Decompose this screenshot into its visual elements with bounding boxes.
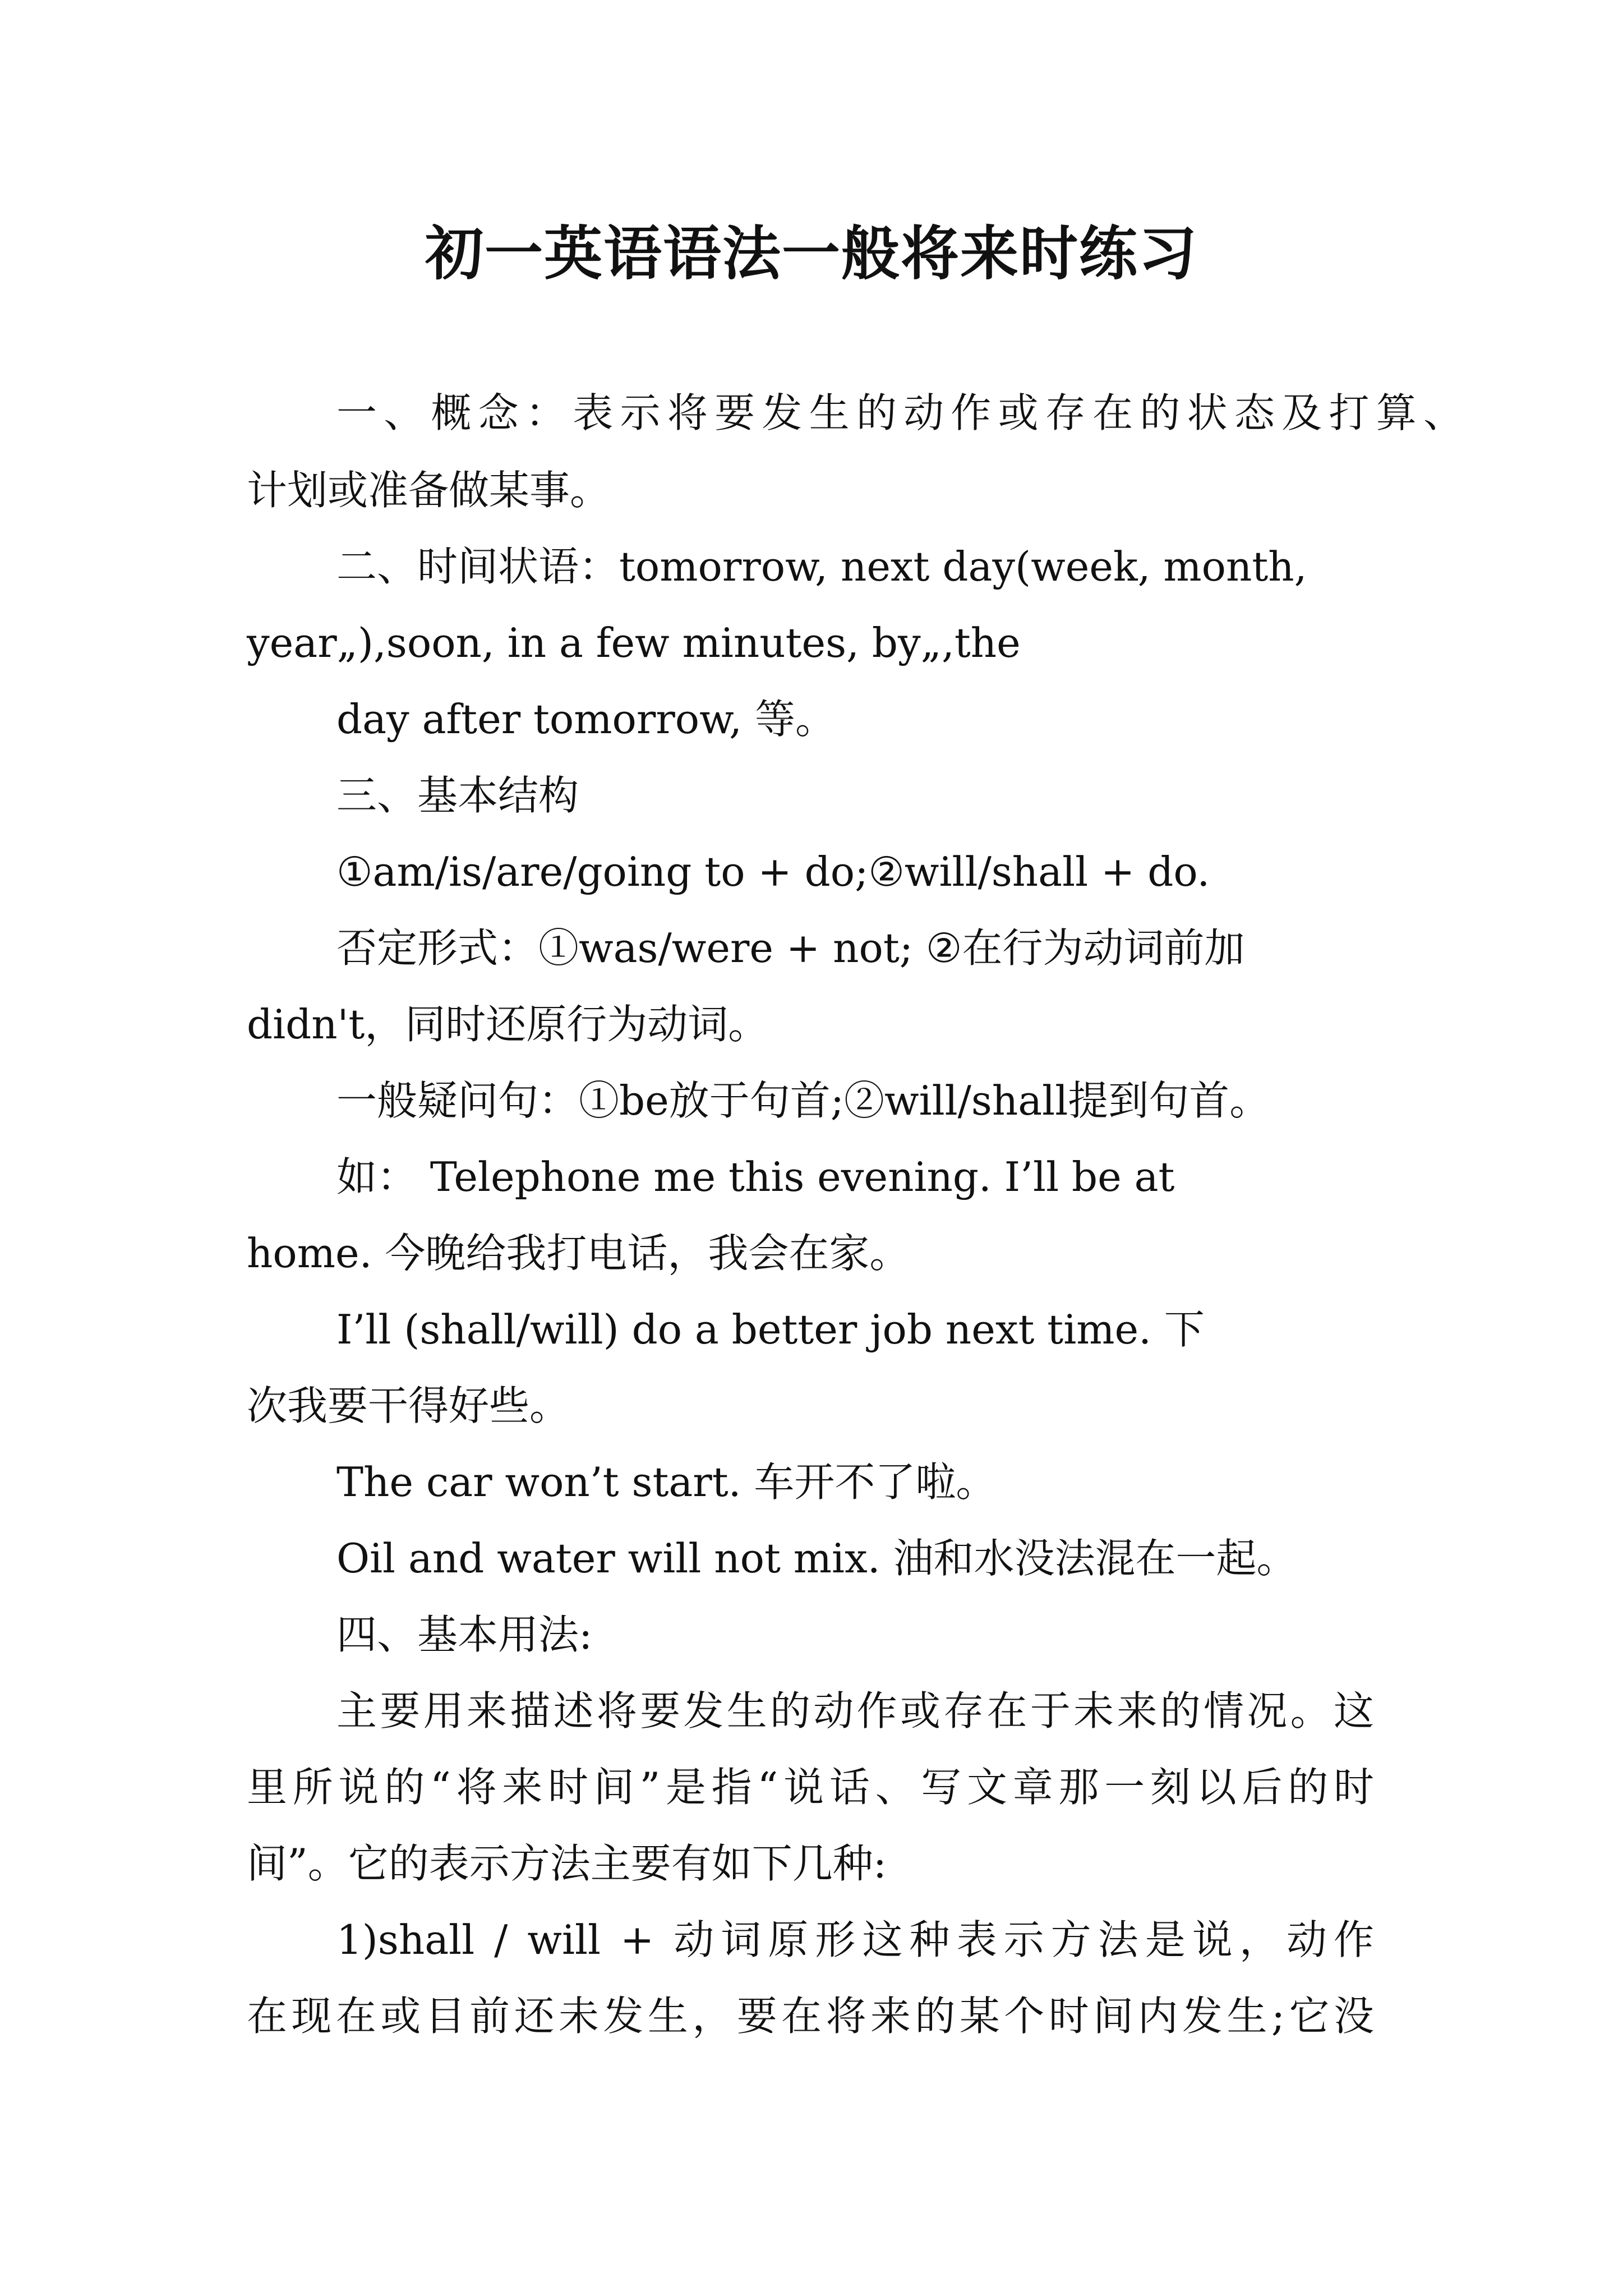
example-1-line-1: 如： Telephone me this evening. I’ll be at bbox=[336, 1153, 1175, 1200]
question-form-line: 一般疑问句：①be放于句首;②will/shall提到句首。 bbox=[336, 1077, 1270, 1124]
structure-heading: 三、基本结构 bbox=[336, 772, 579, 819]
usage-heading: 四、基本用法: bbox=[336, 1611, 593, 1658]
concept-line-2: 计划或准备做某事。 bbox=[247, 467, 611, 514]
example-2-line-2: 次我要干得好些。 bbox=[247, 1382, 570, 1429]
negative-form-line-1: 否定形式：①was/were + not; ②在行为动词前加 bbox=[336, 924, 1245, 972]
structure-formula: ①am/is/are/going to + do;②will/shall + do. bbox=[336, 848, 1210, 895]
usage-line-1: 主要用来描述将要发生的动作或存在于未来的情况。这 bbox=[336, 1687, 1374, 1734]
example-2-line-1: I’ll (shall/will) do a better job next time. 下 bbox=[336, 1306, 1205, 1353]
example-1-line-2: home. 今晚给我打电话，我会在家。 bbox=[247, 1230, 910, 1277]
page-title: 初一英语语法一般将来时练习 bbox=[425, 219, 1198, 288]
time-adverbial-line-3: day after tomorrow, 等。 bbox=[336, 696, 836, 743]
concept-line-1: 一、概念：表示将要发生的动作或存在的状态及打算、 bbox=[336, 389, 1464, 436]
usage-line-3: 间”。它的表示方法主要有如下几种: bbox=[247, 1840, 887, 1887]
usage-line-2: 里所说的“将来时间”是指“说话、写文章那一刻以后的时 bbox=[247, 1764, 1374, 1811]
time-adverbial-line-1: 二、时间状语：tomorrow, next day(week, month, bbox=[336, 543, 1307, 590]
usage-method-line-1: 1)shall / will + 动词原形这种表示方法是说，动作 bbox=[336, 1916, 1374, 1963]
time-adverbial-line-2: year„),soon, in a few minutes, by„,the bbox=[247, 619, 1021, 666]
example-4-line: Oil and water will not mix. 油和水没法混在一起。 bbox=[336, 1535, 1297, 1582]
example-3-line: The car won’t start. 车开不了啦。 bbox=[336, 1458, 997, 1506]
usage-method-line-2: 在现在或目前还未发生，要在将来的某个时间内发生;它没 bbox=[247, 1993, 1374, 2040]
negative-form-line-2: didn't，同时还原行为动词。 bbox=[247, 1001, 769, 1048]
